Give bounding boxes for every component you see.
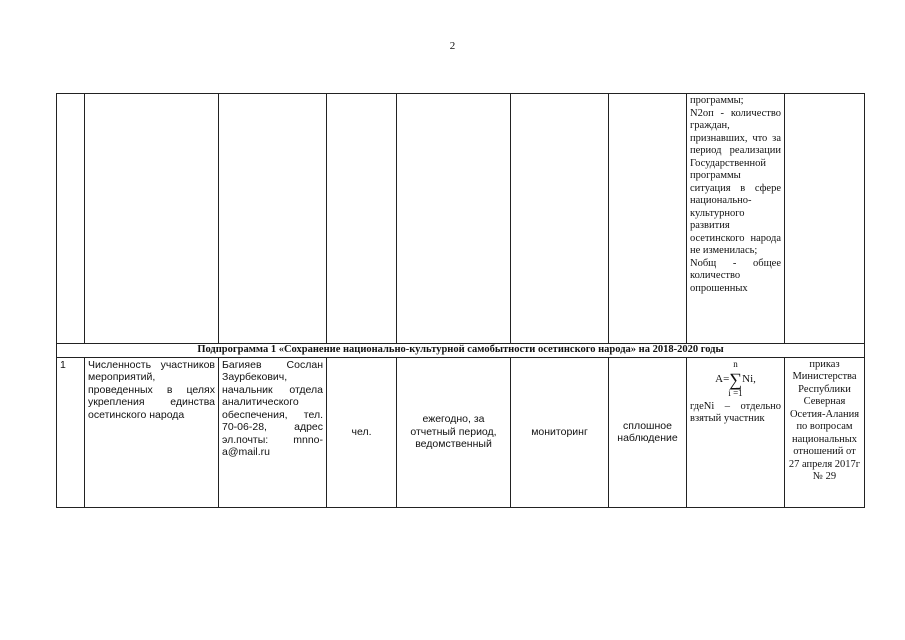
cell-responsible-empty [219,94,327,344]
cell-unit-empty [327,94,397,344]
sigma-icon: ∑ [729,368,743,389]
formula-where: гдеNi – отдельно взятый участник [690,400,781,425]
cell-indicator: Численность участников мероприятий, проведенных в целях укрепления единства осетинского народа [85,357,219,507]
cell-responsible: Багияев Сослан Заурбекович, начальник отдела аналитического обеспечения, тел. 70-06-28, адрес эл.почты: mnno-a@mail.ru [219,357,327,507]
cell-coverage: сплошное наблюдение [609,357,687,507]
formula-upper-limit: n [733,358,738,369]
cell-source-empty [785,94,865,344]
formula-left: A= [715,372,730,385]
cell-source: приказ Министерства Республики Северная Осетия-Алания по вопросам национальных отношений от 27 апреля 2017г № 29 [785,357,865,507]
formula-right: Ni, [742,372,756,385]
cell-formula [687,357,785,507]
cell-formula-continuation: программы; N2оп - количество граждан, признавших, что за период реализации Государственной программы ситуация в сфере национально-культурного развития осетинского народа не изменилась; Nобщ - общее количество опрошенных [687,94,785,344]
cell-coverage-empty [609,94,687,344]
table-row [57,357,865,507]
indicators-table [56,93,865,508]
cell-number: 1 [57,357,85,507]
table-row-subprogram [57,344,865,358]
table-row-continuation [57,94,865,344]
sum-formula [690,359,781,399]
cell-method: мониторинг [511,357,609,507]
cell-unit: чел. [327,357,397,507]
cell-method-empty [511,94,609,344]
formula-lower-limit: i =1 [728,387,743,398]
page-number: 2 [449,40,456,52]
cell-periodicity-empty [397,94,511,344]
cell-number-empty [57,94,85,344]
cell-indicator-empty [85,94,219,344]
cell-periodicity: ежегодно, за отчетный период, ведомственный [397,357,511,507]
subprogram-heading: Подпрограмма 1 «Сохранение национально-культурной самобытности осетинского народа» на 2018-2020 годы [57,344,865,358]
